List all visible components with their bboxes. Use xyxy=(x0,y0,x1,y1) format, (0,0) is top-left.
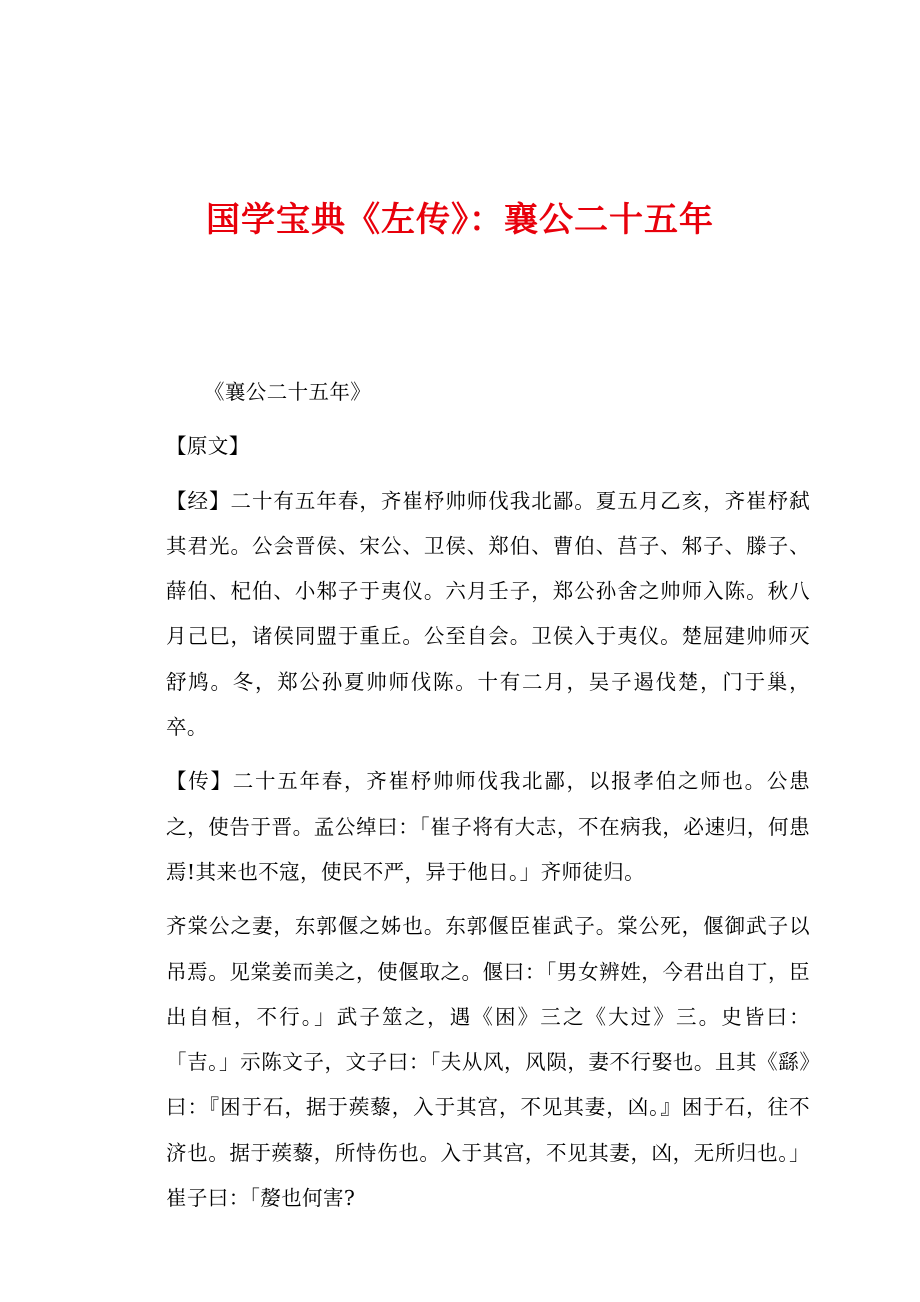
section-heading: 【原文】 xyxy=(166,434,250,459)
paragraph-zhuan: 【传】二十五年春，齐崔杼帅师伐我北鄙，以报孝伯之师也。公患之，使告于晋。孟公绰曰：「崔子将有大志，不在病我，必速归，何患焉!其来也不寇，使民不严，异于他日。」齐师徒归。 xyxy=(166,769,810,884)
page-title: 国学宝典《左传》：襄公二十五年 xyxy=(206,200,714,240)
document-body xyxy=(166,370,810,1230)
paragraph-jing: 【经】二十有五年春，齐崔杼帅师伐我北鄙。夏五月乙亥，齐崔杼弑其君光。公会晋侯、宋公、卫侯、郑伯、曹伯、莒子、邾子、滕子、薛伯、杞伯、小邾子于夷仪。六月壬子，郑公孙舍之帅师入陈。秋八月己巳，诸侯同盟于重丘。公至自会。卫侯入于夷仪。楚屈建帅师灭舒鸠。冬，郑公孙夏帅师伐陈。十有二月，吴子遏伐楚，门于巢，卒。 xyxy=(166,488,810,740)
chapter-subtitle: 《襄公二十五年》 xyxy=(204,380,372,404)
paragraph-cuizi: 齐棠公之妻，东郭偃之姊也。东郭偃臣崔武子。棠公死，偃御武子以吊焉。见棠姜而美之，使偃取之。偃曰：「男女辨姓，今君出自丁，臣出自桓，不行。」武子筮之，遇《困》三之《大过》三。史皆曰：「吉。」示陈文子，文子曰：「夫从风，风陨，妻不行娶也。且其《繇》曰：『困于石，据于蒺藜，入于其宫，不见其妻，凶。』困于石，往不济也。据于蒺藜，所恃伤也。入于其宫，不见其妻，凶，无所归也。」崔子曰：「嫠也何害? xyxy=(166,914,810,1211)
